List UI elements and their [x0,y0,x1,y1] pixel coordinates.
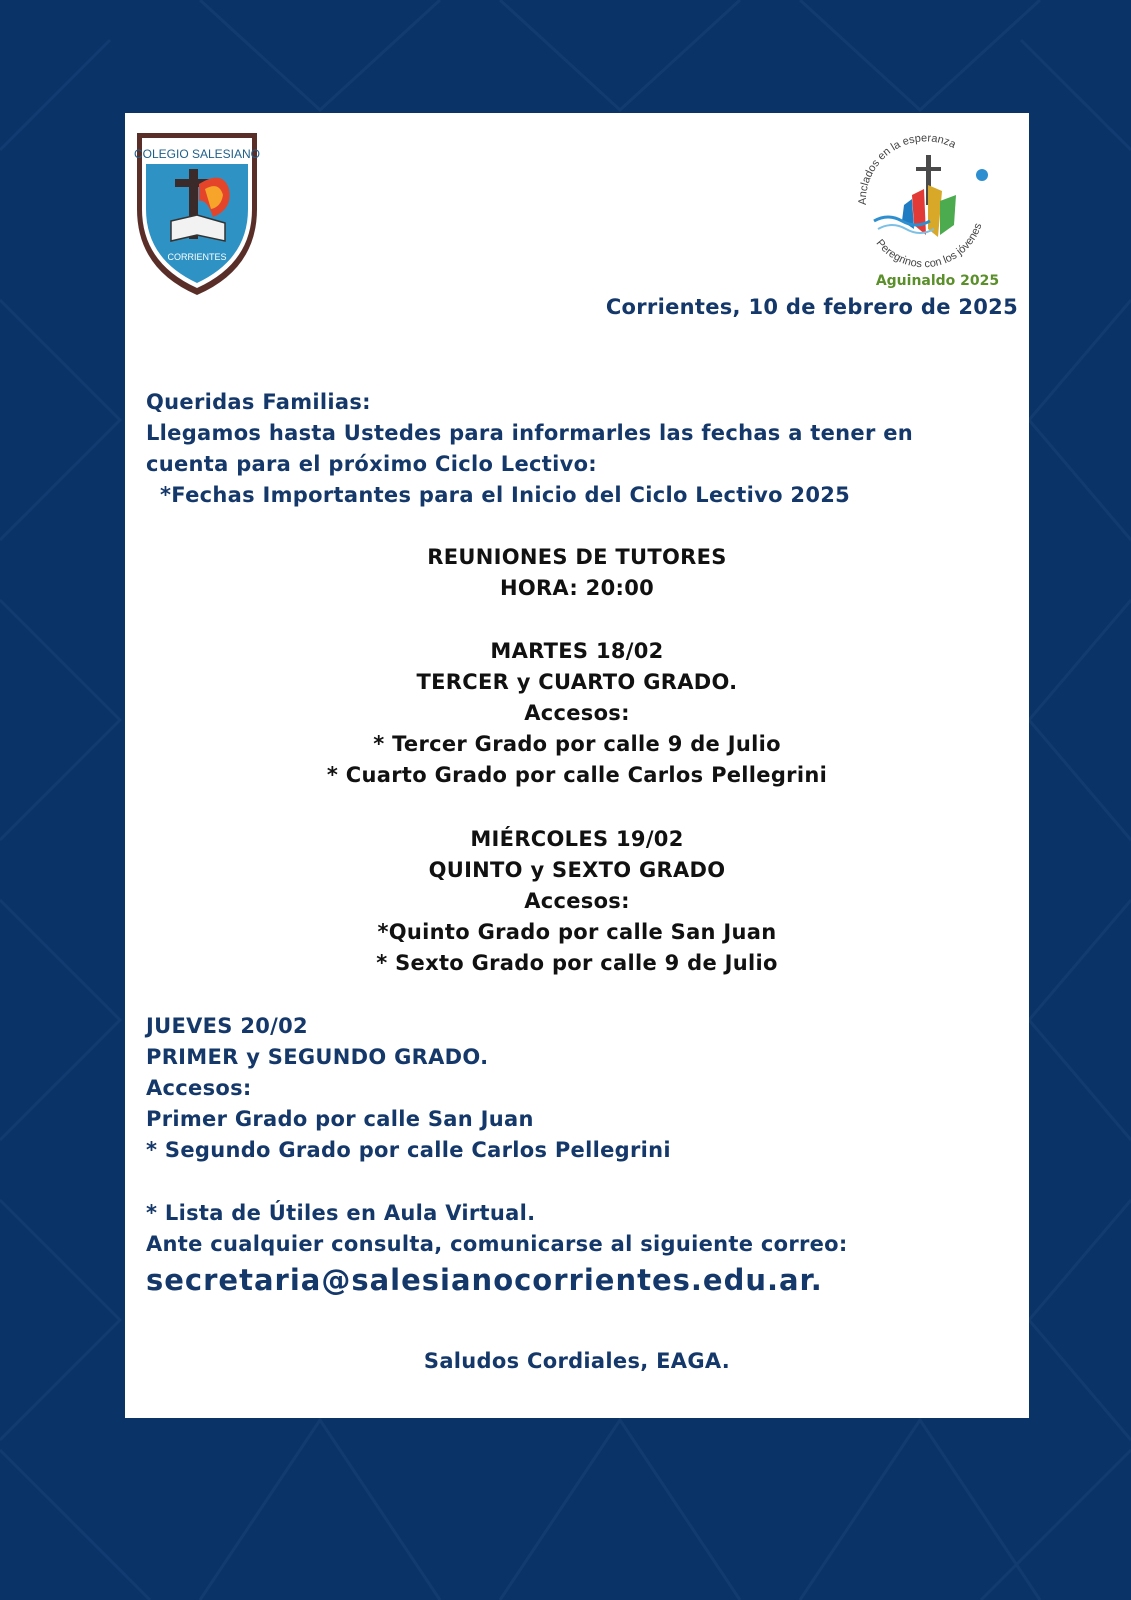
day-1-grades: TERCER y CUARTO GRADO. [416,670,738,694]
day-3-access-2: * Segundo Grado por calle Carlos Pellegrini [146,1138,671,1162]
meeting-title: REUNIONES DE TUTORES [427,545,727,569]
day-2-access-1: *Quinto Grado por calle San Juan [377,920,777,944]
day-2-access-2: * Sexto Grado por calle 9 de Julio [376,951,778,975]
svg-text:Anclados en la esperanza [857,132,959,205]
school-logo-bottom-text: CORRIENTES [167,252,227,262]
announcement-sheet [125,113,1029,1418]
day-3-date: JUEVES 20/02 [146,1014,308,1038]
day-1-access-1: * Tercer Grado por calle 9 de Julio [373,732,781,756]
motto-arc-top: Anclados en la esperanza [856,132,958,206]
meeting-time: HORA: 20:00 [499,576,655,600]
day-3-grades: PRIMER y SEGUNDO GRADO. [146,1045,489,1069]
contact-note: Ante cualquier consulta, comunicarse al siguiente correo: [146,1232,848,1256]
motto-arc-bottom: Peregrinos con los jóvenes [873,221,985,271]
school-logo-top-text: COLEGIO SALESIANO [133,147,261,161]
day-3-access-label: Accesos: [146,1076,252,1100]
day-2-grades: QUINTO y SEXTO GRADO [428,858,726,882]
contact-email-link[interactable]: secretaria@salesianocorrientes.edu.ar. [146,1263,823,1297]
supplies-note: * Lista de Útiles en Aula Virtual. [146,1201,536,1225]
day-2-access-label: Accesos: [524,889,630,913]
closing-signature: Saludos Cordiales, EAGA. [423,1349,731,1373]
aguinaldo-label: Aguinaldo 2025 [875,273,1000,289]
intro-line-2: cuenta para el próximo Ciclo Lectivo: [146,452,598,476]
greeting: Queridas Familias: [146,390,371,414]
day-1-date: MARTES 18/02 [490,639,664,663]
intro-line-3: *Fechas Importantes para el Inicio del Ciclo Lectivo 2025 [160,483,851,507]
day-1-access-label: Accesos: [524,701,630,725]
day-1-access-2: * Cuarto Grado por calle Carlos Pellegrini [326,763,828,787]
school-shield-logo [133,129,261,299]
letter-date: Corrientes, 10 de febrero de 2025 [605,295,1018,319]
intro-line-1: Llegamos hasta Ustedes para informarles las fechas a tener en [146,421,914,445]
day-2-date: MIÉRCOLES 19/02 [470,827,684,851]
day-3-access-1: Primer Grado por calle San Juan [146,1107,534,1131]
